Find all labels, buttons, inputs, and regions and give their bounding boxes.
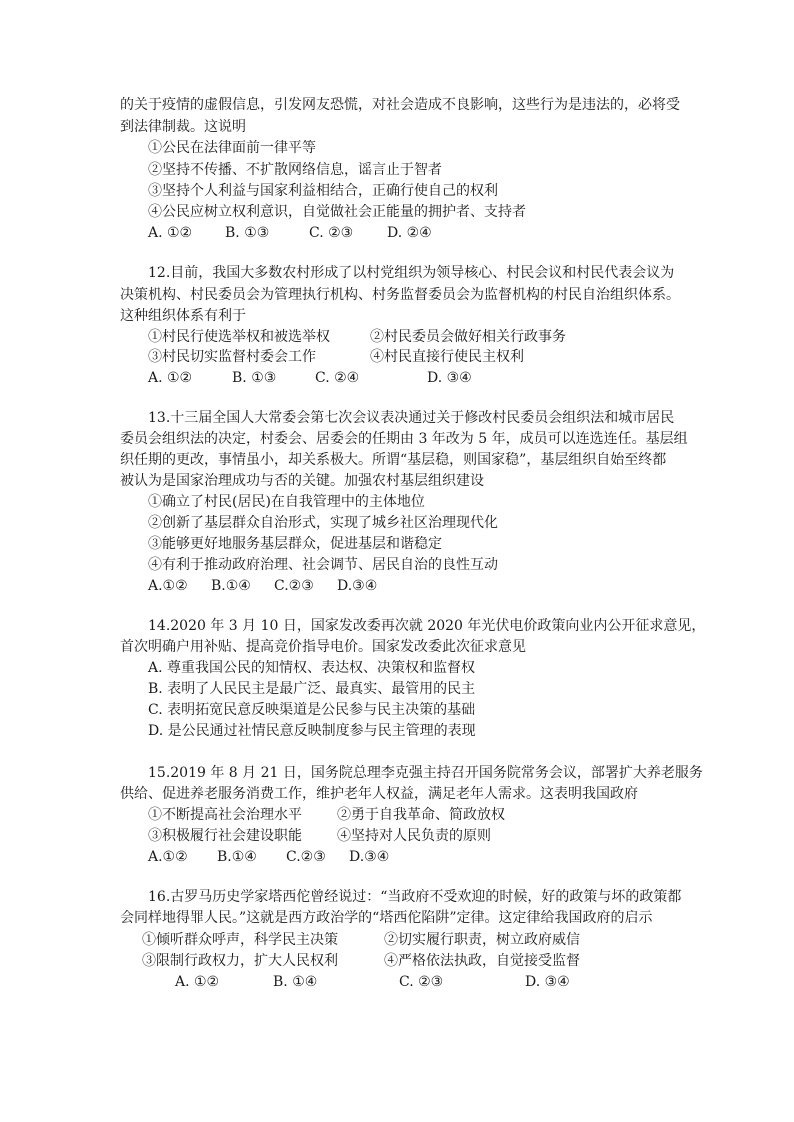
- q15-option-3: ③积极履行社会建设职能: [148, 828, 302, 844]
- q16-option-3: ③限制行政权力，扩大人民权利: [142, 953, 338, 969]
- q16-line-1: 16.古罗马历史学家塔西佗曾经说过：“当政府不受欢迎的时候，好的政策与坏的政策都: [148, 889, 682, 905]
- q12-option-1: ①村民行使选举权和被选举权: [148, 329, 330, 345]
- q16-option-4: ④严格依法执政，自觉接受监督: [384, 953, 580, 969]
- q12-choice-a: A. ①②: [148, 370, 193, 386]
- q15-line-1: 15.2019 年 8 月 21 日，国务院总理李克强主持召开国务院常务会议，部署扩大养老服务: [148, 765, 703, 781]
- q11-option-1: ①公民在法律面前一律平等: [148, 140, 316, 156]
- q11-line-2: 到法律制裁。这说明: [120, 119, 246, 135]
- q11-option-4: ④公民应树立权利意识，自觉做社会正能量的拥护者、支持者: [148, 204, 526, 220]
- q15-choice-c: C.②③: [286, 849, 326, 865]
- q14-option-d: D. 是公民通过社情民意反映制度参与民主管理的表现: [148, 723, 476, 739]
- q14-line-2: 首次明确户用补贴、提高竞价指导电价。国家发改委此次征求意见: [120, 639, 526, 655]
- q16-choice-a: A. ①②: [175, 974, 220, 990]
- q12-choice-c: C. ②④: [315, 370, 360, 386]
- q11-choice-a: A. ①②: [148, 225, 193, 241]
- q16-choice-c: C. ②③: [399, 974, 444, 990]
- q13-option-2: ②创新了基层群众自治形式，实现了城乡社区治理现代化: [148, 515, 498, 531]
- q13-line-1: 13.十三届全国人大常委会第七次会议表决通过关于修改村民委员会组织法和城市居民: [148, 410, 675, 426]
- q16-option-2: ②切实履行职责，树立政府威信: [384, 932, 580, 948]
- q14-option-c: C. 表明拓宽民意反映渠道是公民参与民主决策的基础: [148, 702, 476, 718]
- q12-line-1: 12.目前，我国大多数农村形成了以村党组织为领导核心、村民会议和村民代表会议为: [148, 265, 675, 281]
- q12-line-2: 决策机构、村民委员会为管理执行机构、村务监督委员会为监督机构的村民自治组织体系。: [120, 287, 680, 303]
- q13-line-2: 委员会组织法的决定，村委会、居委会的任期由 3 年改为 5 年，成员可以连选连任。基层组: [120, 431, 688, 447]
- q13-choice-b: B.①④: [211, 578, 251, 594]
- q13-option-3: ③能够更好地服务基层群众，促进基层和谐稳定: [148, 536, 442, 552]
- q15-option-1: ①不断提高社会治理水平: [148, 807, 302, 823]
- q11-choice-b: B. ①③: [225, 225, 270, 241]
- q12-option-4: ④村民直接行使民主权利: [370, 349, 524, 365]
- q13-choice-c: C.②③: [274, 578, 314, 594]
- q13-choice-d: D.③④: [337, 578, 378, 594]
- q12-option-2: ②村民委员会做好相关行政事务: [370, 329, 566, 345]
- q13-line-3: 织任期的更改，事情虽小，却关系极大。所谓“基层稳，则国家稳”，基层组织自始至终都: [120, 452, 667, 468]
- q14-option-b: B. 表明了人民民主是最广泛、最真实、最管用的民主: [148, 681, 476, 697]
- q16-choice-d: D. ③④: [525, 974, 570, 990]
- q13-choice-a: A.①②: [148, 578, 188, 594]
- q13-option-4: ④有利于推动政府治理、社会调节、居民自治的良性互动: [148, 557, 498, 573]
- q12-choice-d: D. ③④: [427, 370, 472, 386]
- q16-option-1: ①倾听群众呼声，科学民主决策: [142, 932, 338, 948]
- q15-choice-b: B.①④: [217, 849, 257, 865]
- q12-option-3: ③村民切实监督村委会工作: [148, 349, 316, 365]
- q14-option-a: A. 尊重我国公民的知情权、表达权、决策权和监督权: [148, 660, 476, 676]
- q15-choice-d: D.③④: [349, 849, 390, 865]
- q13-line-4: 被认为是国家治理成功与否的关键。加强农村基层组织建设: [120, 473, 484, 489]
- q12-line-3: 这种组织体系有利于: [120, 308, 246, 324]
- q11-option-3: ③坚持个人利益与国家利益相结合，正确行使自己的权利: [148, 183, 498, 199]
- q15-line-2: 供给、促进养老服务消费工作，维护老年人权益，满足老年人需求。这表明我国政府: [120, 786, 638, 802]
- q15-option-4: ④坚持对人民负责的原则: [337, 828, 491, 844]
- q13-option-1: ①确立了村民(居民)在自我管理中的主体地位: [148, 494, 425, 510]
- q16-line-2: 会同样地得罪人民。”这就是西方政治学的“塔西佗陷阱”定律。这定律给我国政府的启示: [120, 910, 653, 926]
- q16-choice-b: B. ①④: [273, 974, 318, 990]
- q15-option-2: ②勇于自我革命、简政放权: [337, 807, 505, 823]
- q15-choice-a: A.①②: [148, 849, 188, 865]
- q11-choice-c: C. ②③: [309, 225, 354, 241]
- q12-choice-b: B. ①③: [232, 370, 277, 386]
- q14-line-1: 14.2020 年 3 月 10 日，国家发改委再次就 2020 年光伏电价政策向业内公开征求意见，: [148, 618, 706, 634]
- q11-choice-d: D. ②④: [387, 225, 432, 241]
- q11-option-2: ②坚持不传播、不扩散网络信息，谣言止于智者: [148, 162, 442, 178]
- q11-line-1: 的关于疫情的虚假信息，引发网友恐慌，对社会造成不良影响，这些行为是违法的，必将受: [120, 97, 680, 113]
